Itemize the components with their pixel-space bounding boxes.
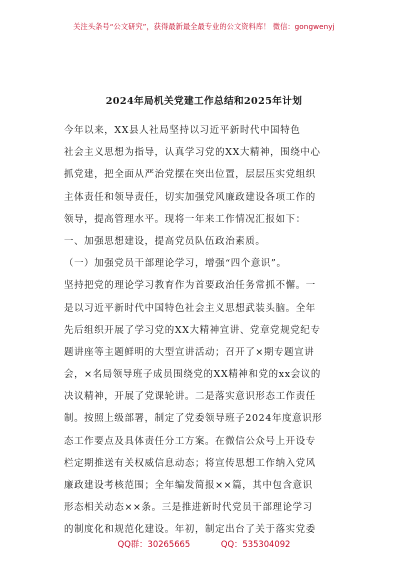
body-line: 是以习近平新时代中国特色社会主义思想武装头脑。全年 xyxy=(64,302,316,314)
body-line: 形态相关动态××条。三是推进新时代党员干部理论学习 xyxy=(64,502,313,514)
body-line: 今年以来，XX县人社局坚持以习近平新时代中国特色 xyxy=(64,125,301,136)
document-body xyxy=(64,120,347,542)
body-line: 主体责任和领导责任，切实加强党风廉政建设各项工作的 xyxy=(64,191,316,203)
body-line: 的制度化和规范化建设。年初，制定出台了关于落实党委 xyxy=(64,524,316,536)
body-line: 会，×名局领导班子成员围绕党的XX精神和党的xx会议的 xyxy=(64,369,321,381)
body-line: 社会主义思想为指导，认真学习党的XX大精神，围绕中心 xyxy=(64,147,321,159)
body-line: 抓党建，把全面从严治党摆在突出位置，层层压实党组织 xyxy=(64,169,316,181)
qq-group-text: QQ群：30265665 xyxy=(117,539,191,549)
section-heading: 一、加强思想建设，提高党员队伍政治素质。 xyxy=(64,235,266,247)
subsection-heading: （一）加强党员干部理论学习，增强“四个意识”。 xyxy=(64,258,287,270)
body-line: 栏定期推送有关权威信息动态；将宣传思想工作纳入党风 xyxy=(64,457,316,469)
qq-contact-text: QQ：535304092 xyxy=(220,539,291,549)
document-title: 2024年局机关党建工作总结和2025年计划 xyxy=(105,96,303,107)
body-line: 坚持把党的理论学习教育作为首要政治任务常抓不懈。一 xyxy=(64,280,316,292)
body-line: 态工作要点及具体责任分工方案。在微信公众号上开设专 xyxy=(64,435,316,447)
body-line: 题讲座等主题鲜明的大型宣讲活动；召开了×期专题宣讲 xyxy=(64,346,315,358)
body-line: 决议精神，开展了党课轮讲。二是落实意识形态工作责任 xyxy=(64,391,316,403)
contact-footer xyxy=(0,538,408,550)
body-line: 制。按照上级部署，制定了党委领导班子2024年度意识形 xyxy=(64,413,323,425)
body-line: 廉政建设考核范围；全年编发简报××篇，其中包含意识 xyxy=(64,480,313,491)
promo-banner: 关注头条号“公文研究”，获得最新最全最专业的公文资料库！ 微信：gongwenyj xyxy=(73,22,335,31)
body-line: 领导，提高管理水平。现将一年来工作情况汇报如下： xyxy=(64,213,306,225)
body-line: 先后组织开展了学习党的XX大精神宣讲、党章党规党纪专 xyxy=(64,324,321,336)
